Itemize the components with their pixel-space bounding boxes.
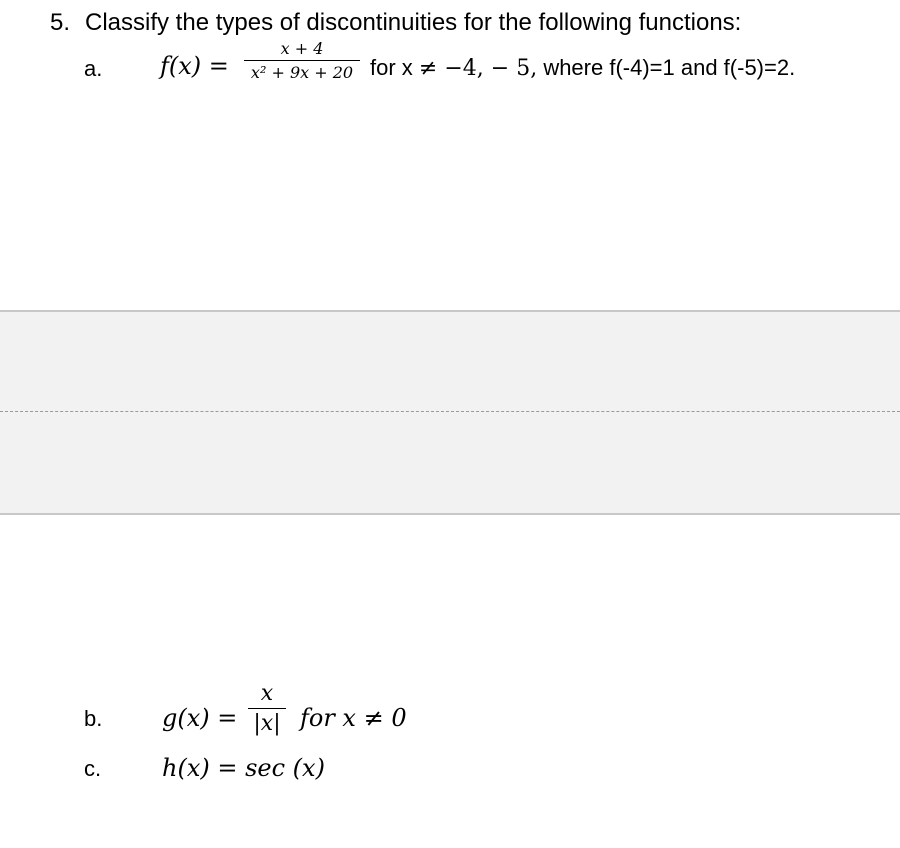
- part-b-denominator: |x|: [253, 711, 281, 736]
- question-number: 5.: [50, 9, 71, 36]
- part-c-expression: [162, 754, 325, 782]
- part-b-fraction-bar: [248, 708, 286, 709]
- part-a-condition-text: for x: [370, 55, 413, 80]
- part-a-fraction-bar: [244, 60, 360, 61]
- part-b-lhs: [162, 704, 237, 732]
- part-b-numerator: x: [260, 681, 274, 706]
- part-a-fraction: [244, 40, 360, 82]
- part-a-lhs-expr: f(x) =: [160, 52, 229, 80]
- part-a-numerator: x + 4: [280, 39, 324, 58]
- answer-separator-band: [0, 310, 900, 515]
- part-c-expression-text: h(x) = sec (x): [162, 754, 325, 782]
- part-a-condition: [370, 55, 795, 82]
- dashed-divider: [0, 411, 900, 412]
- part-b-fraction: [248, 682, 286, 736]
- question-text: Classify the types of discontinuities for the following functions:: [85, 9, 742, 36]
- part-b-condition: [300, 704, 407, 732]
- part-a-tail: where f(-4)=1 and f(-5)=2.: [543, 55, 796, 80]
- part-b-lhs-expr: g(x) =: [162, 704, 238, 732]
- part-c-label: c.: [84, 756, 102, 781]
- part-a-label: a.: [84, 56, 103, 81]
- part-a-lhs: [160, 52, 229, 80]
- part-a-denominator: x² + 9x + 20: [250, 63, 354, 82]
- part-b-label: b.: [84, 706, 103, 731]
- part-b-condition-expr: for x ≠ 0: [300, 704, 407, 732]
- question-heading: [50, 8, 741, 38]
- part-a-condition-math: ≠ −4, − 5,: [418, 56, 538, 81]
